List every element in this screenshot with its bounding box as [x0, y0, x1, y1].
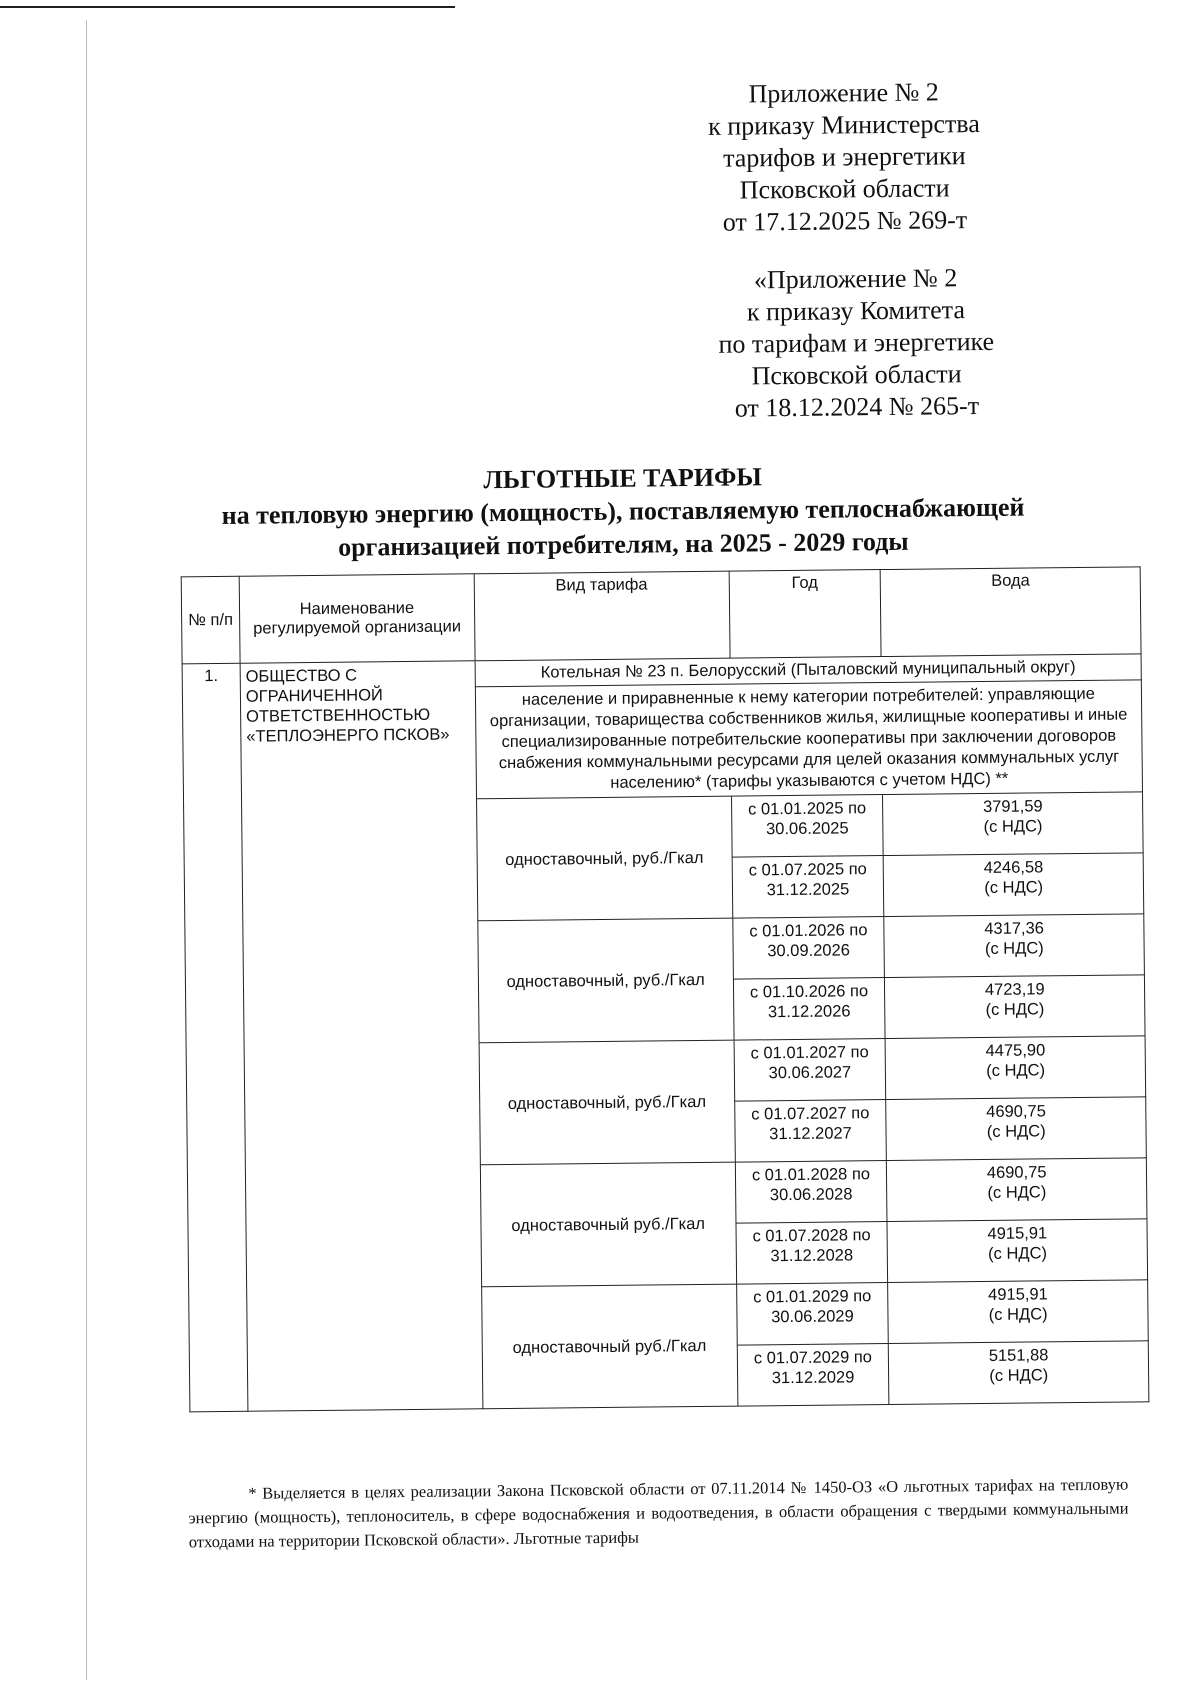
appendix-previous-line: по тарифам и энергетике	[718, 326, 995, 359]
tariff-value	[886, 1097, 1146, 1161]
tariff-period: с 01.07.2025 по 31.12.2025	[732, 856, 884, 919]
tariff-value	[885, 975, 1145, 1039]
tariff-value	[887, 1158, 1147, 1222]
tariff-value	[883, 792, 1143, 856]
vat-note: (с НДС)	[983, 817, 1043, 836]
tariff-value	[884, 853, 1144, 917]
appendix-previous-line: к приказу Комитета	[746, 295, 966, 327]
appendix-current-line: к приказу Министерства	[708, 108, 980, 141]
appendix-previous	[695, 262, 1017, 425]
vat-note: (с НДС)	[986, 1122, 1046, 1141]
organization-name: ОБЩЕСТВО С ОГРАНИЧЕННОЙ ОТВЕТСТВЕННОСТЬЮ «ТЕПЛОЭНЕРГО ПСКОВ»	[240, 661, 483, 1411]
tariff-value	[887, 1219, 1147, 1283]
tariff-value	[884, 914, 1144, 978]
appendix-current	[684, 76, 1006, 239]
tariff-period: с 01.01.2027 по 30.06.2027	[734, 1039, 886, 1102]
appendix-current-line: от 17.12.2025 № 269-т	[722, 205, 968, 237]
consumer-category: население и приравненные к нему категории потребителей: управляющие организации, товарищества собственников жилья, жилищные кооперативы и иные специализированные потребительские кооперативы при заключении договоров снабжения коммунальными ресурсами для целей оказания коммунальных услуг населению* (тарифы указываются с учетом НДС) **	[475, 680, 1142, 799]
tariff-period: с 01.01.2029 по 30.06.2029	[736, 1283, 888, 1346]
tariff-amount: 4690,75	[986, 1163, 1047, 1182]
tariff-amount: 5151,88	[988, 1346, 1049, 1365]
title-line: организацией потребителям, на 2025 - 2029 годы	[337, 526, 909, 562]
vat-note: (с НДС)	[986, 1061, 1046, 1080]
tariff-type: одноставочный, руб./Гкал	[479, 1040, 735, 1165]
vat-note: (с НДС)	[989, 1366, 1049, 1385]
title-line: на тепловую энергию (мощность), поставляемую теплоснабжающей	[221, 492, 1025, 530]
tariff-period: с 01.07.2029 по 31.12.2029	[737, 1344, 889, 1407]
table-header-row	[181, 567, 1141, 664]
vat-note: (с НДС)	[987, 1183, 1047, 1202]
tariff-type: одноставочный, руб./Гкал	[476, 796, 732, 921]
vat-note: (с НДС)	[984, 878, 1044, 897]
tariff-table	[181, 566, 1150, 1412]
appendix-current-line: Псковской области	[739, 173, 950, 205]
vat-note: (с НДС)	[988, 1244, 1048, 1263]
tariff-value	[885, 1036, 1145, 1100]
appendix-previous-line: Псковской области	[751, 359, 962, 391]
tariff-amount: 4246,58	[983, 858, 1044, 877]
boiler-house: Котельная № 23 п. Белорусский (Пыталовский муниципальный округ)	[475, 654, 1141, 687]
vat-note: (с НДС)	[984, 939, 1044, 958]
tariff-period: с 01.01.2028 по 30.06.2028	[735, 1161, 887, 1224]
tariff-amount: 3791,59	[982, 797, 1043, 816]
tariff-amount: 4723,19	[984, 980, 1045, 999]
tariff-amount: 4915,91	[988, 1285, 1048, 1304]
tariff-period: с 01.10.2026 по 31.12.2026	[733, 978, 885, 1041]
tariff-period: с 01.01.2026 по 30.09.2026	[732, 917, 884, 980]
header-water: Вода	[881, 567, 1141, 657]
tariff-amount: 4317,36	[984, 919, 1045, 938]
header-organization: Наименование регулируемой организации	[239, 574, 475, 663]
tariff-type: одноставочный, руб./Гкал	[478, 918, 734, 1043]
tariff-value	[888, 1280, 1148, 1344]
tariff-amount: 4475,90	[985, 1041, 1046, 1060]
appendix-current-line: тарифов и энергетики	[722, 141, 966, 173]
tariff-type: одноставочный руб./Гкал	[481, 1284, 737, 1409]
vat-note: (с НДС)	[988, 1305, 1048, 1324]
row-number: 1.	[182, 663, 248, 1412]
header-tariff-type: Вид тарифа	[474, 571, 730, 661]
document-title	[188, 457, 1059, 565]
header-number: № п/п	[181, 576, 240, 664]
title-line: ЛЬГОТНЫЕ ТАРИФЫ	[483, 462, 763, 495]
appendix-previous-line: «Приложение № 2	[753, 263, 958, 295]
appendix-current-line: Приложение № 2	[748, 77, 939, 109]
appendix-previous-line: от 18.12.2024 № 265-т	[734, 391, 980, 423]
tariff-amount: 4915,91	[987, 1224, 1048, 1243]
tariff-period: с 01.07.2028 по 31.12.2028	[736, 1222, 888, 1285]
tariff-value	[889, 1341, 1149, 1405]
footnote: * Выделяется в целях реализации Закона Псковской области от 07.11.2014 № 1450-ОЗ «О льготных тарифах на тепловую энергию (мощность), теплоноситель, в сфере водоснабжения и водоотведения, в области обращения с твердыми коммунальными отходами на территории Псковской области». Льготные тарифы	[188, 1474, 1129, 1552]
vat-note: (с НДС)	[985, 1000, 1045, 1019]
tariff-period: с 01.07.2027 по 31.12.2027	[734, 1100, 886, 1163]
tariff-amount: 4690,75	[986, 1102, 1046, 1121]
header-year: Год	[729, 570, 882, 659]
tariff-type: одноставочный руб./Гкал	[480, 1162, 736, 1287]
tariff-period: с 01.01.2025 по 30.06.2025	[731, 795, 883, 858]
